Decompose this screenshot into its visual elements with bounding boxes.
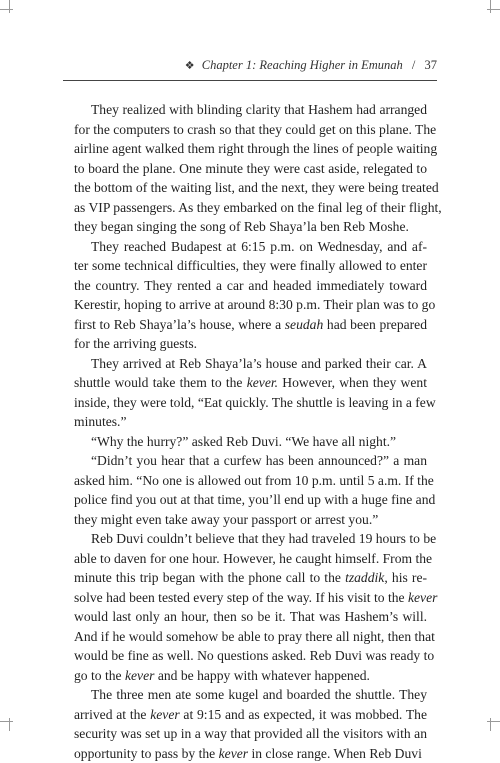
- text-run: they might even take away your passport or arrest you.”: [74, 512, 378, 527]
- text-line: [74, 607, 427, 627]
- text-run: The three men ate some kugel and boarded the shuttle. They: [91, 687, 427, 702]
- text-run: They arrived at Reb Shaya’la’s house and parked their car. A: [91, 356, 427, 371]
- text-run: for the computers to crash so that they could get on this plane. The: [74, 122, 436, 137]
- text-line: [74, 120, 427, 140]
- crop-mark-top-left-h: [0, 9, 13, 10]
- text-line: [74, 412, 427, 432]
- ornament-icon: ❖: [185, 60, 195, 72]
- text-run: They reached Budapest at 6:15 p.m. on Wednesday, and af-: [91, 239, 427, 254]
- italic-word: kever: [219, 746, 248, 761]
- text-run: solve had been tested every step of the way. If his visit to the: [74, 590, 408, 605]
- text-run: the bottom of the waiting list, and the next, they were being treated: [74, 180, 439, 195]
- text-line: [74, 295, 427, 315]
- crop-mark-bottom-right-h: [487, 721, 500, 722]
- text-line: [74, 159, 427, 179]
- text-line: [74, 393, 427, 413]
- text-line: [74, 588, 427, 608]
- text-run: Reb Duvi couldn’t believe that they had traveled 19 hours to be: [91, 531, 436, 546]
- paragraph: [74, 100, 427, 237]
- text-run: and be happy with whatever happened.: [154, 668, 370, 683]
- text-run: Kerestir, hoping to arrive at around 8:30 p.m. Their plan was to go: [74, 297, 435, 312]
- text-run: opportunity to pass by the: [74, 746, 219, 761]
- text-line: [74, 646, 427, 666]
- text-run: minutes.”: [74, 414, 126, 429]
- italic-word: kever: [150, 707, 179, 722]
- crop-mark-bottom-right: [490, 718, 491, 731]
- text-run: ter some technical difficulties, they were finally allowed to enter: [74, 258, 427, 273]
- text-run: arrived at the: [74, 707, 150, 722]
- text-line: [74, 139, 427, 159]
- text-line: [74, 256, 427, 276]
- text-line: [74, 432, 427, 452]
- text-line: [74, 666, 427, 686]
- running-header: [63, 58, 437, 81]
- text-line: [74, 451, 427, 471]
- text-run: had been prepared: [323, 317, 427, 332]
- text-run: police find you out at that time, you’ll end up with a huge fine and: [74, 492, 435, 507]
- text-run: first to Reb Shaya’la’s house, where a: [74, 317, 285, 332]
- text-line: [74, 276, 427, 296]
- text-run: “Didn’t you hear that a curfew has been announced?” a man: [91, 453, 427, 468]
- text-run: at 9:15 and as expected, it was mobbed. The: [180, 707, 427, 722]
- crop-mark-top-left: [9, 0, 10, 13]
- text-run: in close range. When Reb Duvi: [248, 746, 422, 761]
- text-run: And if he would somehow be able to pray there all night, then that: [74, 629, 435, 644]
- body-text: [74, 100, 427, 763]
- chapter-title: Chapter 1: Reaching Higher in Emunah: [202, 58, 403, 72]
- italic-word: kever: [125, 668, 154, 683]
- paragraph: [74, 237, 427, 354]
- text-line: [74, 178, 427, 198]
- text-line: [74, 354, 427, 374]
- italic-word: tzaddik: [345, 570, 384, 585]
- text-run: they began singing the song of Reb Shaya’la ben Reb Moshe.: [74, 219, 409, 234]
- paragraph: [74, 685, 427, 763]
- text-line: [74, 334, 427, 354]
- text-run: able to daven for one hour. However, he caught himself. From the: [74, 551, 432, 566]
- text-line: [74, 237, 427, 257]
- text-run: minute this trip began with the phone call to the: [74, 570, 345, 585]
- italic-word: kever: [408, 590, 437, 605]
- text-run: as VIP passengers. As they embarked on the final leg of their flight,: [74, 200, 442, 215]
- text-line: [74, 217, 427, 237]
- text-line: [74, 705, 427, 725]
- text-line: [74, 744, 427, 763]
- text-line: [74, 198, 427, 218]
- text-run: , his re-: [384, 570, 427, 585]
- page-number: 37: [425, 58, 438, 72]
- crop-mark-bottom-left: [9, 718, 10, 731]
- text-line: [74, 568, 427, 588]
- text-run: airline agent walked them right through the lines of people waiting: [74, 141, 437, 156]
- crop-mark-top-right-h: [487, 9, 500, 10]
- text-run: asked him. “No one is allowed out from 10 p.m. until 5 a.m. If the: [74, 473, 434, 488]
- text-run: security was set up in a way that provided all the visitors with an: [74, 726, 427, 741]
- crop-mark-top-right: [490, 0, 491, 13]
- text-line: [74, 373, 427, 393]
- text-run: inside, they were told, “Eat quickly. The shuttle is leaving in a few: [74, 395, 436, 410]
- text-line: [74, 724, 427, 744]
- crop-mark-bottom-left-h: [0, 721, 13, 722]
- paragraph: [74, 451, 427, 529]
- text-run: would be fine as well. No questions asked. Reb Duvi was ready to: [74, 648, 434, 663]
- text-run: However, when they went: [278, 375, 427, 390]
- text-run: They realized with blinding clarity that Hashem had arranged: [91, 102, 427, 117]
- paragraph: [74, 529, 427, 685]
- text-run: “Why the hurry?” asked Reb Duvi. “We have all night.”: [91, 434, 396, 449]
- text-line: [74, 549, 427, 569]
- text-line: [74, 529, 427, 549]
- text-run: shuttle would take them to the: [74, 375, 247, 390]
- italic-word: kever.: [247, 375, 278, 390]
- text-line: [74, 315, 427, 335]
- text-line: [74, 100, 427, 120]
- header-separator: /: [412, 58, 415, 72]
- text-line: [74, 627, 427, 647]
- text-run: for the arriving guests.: [74, 336, 197, 351]
- text-line: [74, 685, 427, 705]
- text-line: [74, 510, 427, 530]
- text-run: to board the plane. One minute they were cast aside, relegated to: [74, 161, 427, 176]
- text-run: go to the: [74, 668, 125, 683]
- text-run: the country. They rented a car and headed immediately toward: [74, 278, 427, 293]
- italic-word: seudah: [285, 317, 324, 332]
- text-line: [74, 471, 427, 491]
- text-run: would last only an hour, then so be it. That was Hashem’s will.: [74, 609, 427, 624]
- text-line: [74, 490, 427, 510]
- paragraph: [74, 354, 427, 432]
- paragraph: [74, 432, 427, 452]
